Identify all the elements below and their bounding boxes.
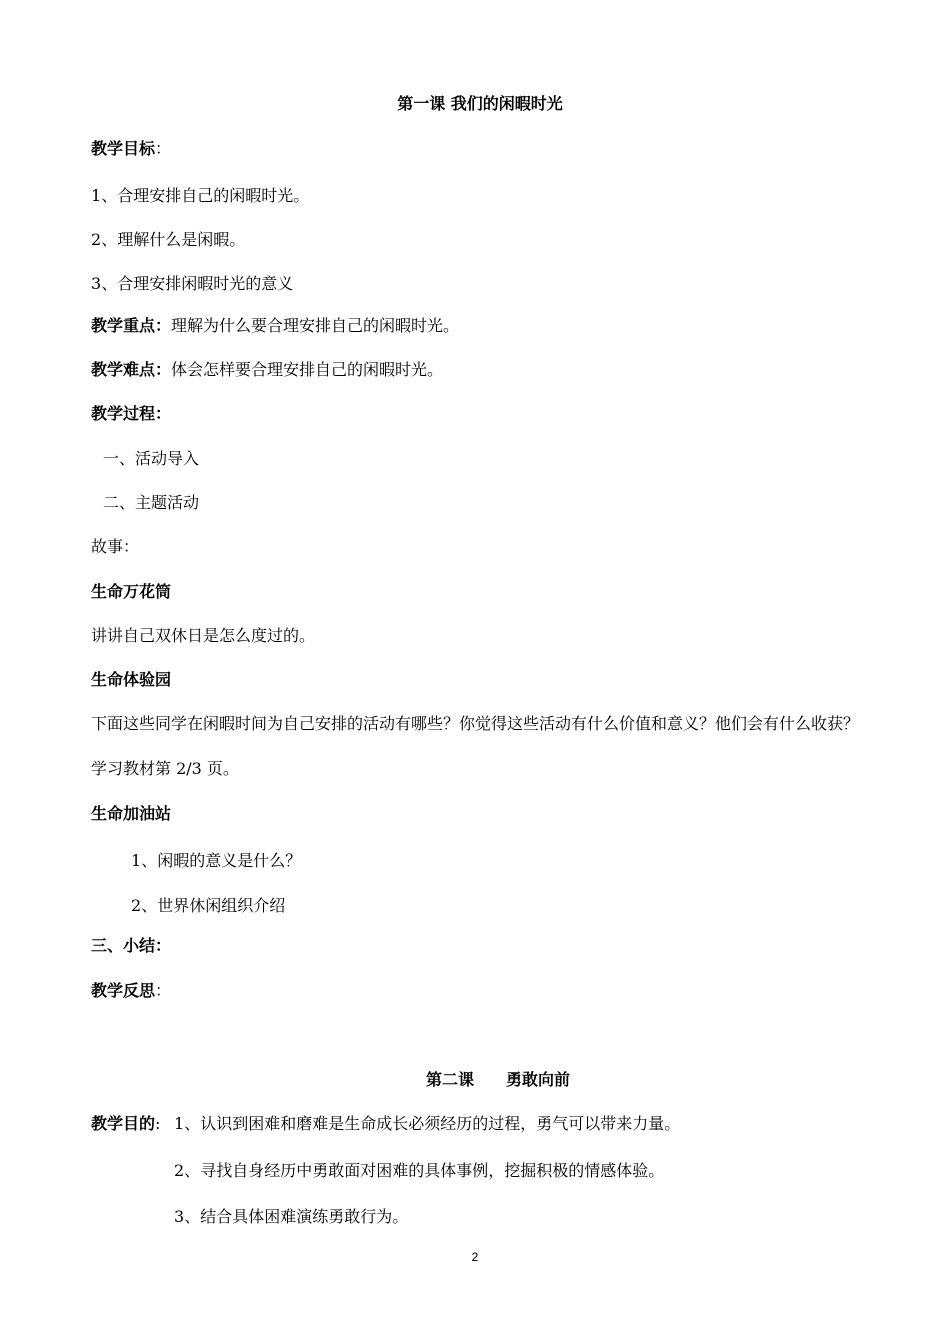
item-text: 、认识到困难和磨难是生命成长必须经历的过程，勇气可以带来力量。	[184, 1114, 681, 1133]
item-number: 1	[91, 186, 102, 205]
lesson1-step: 一、活动导入	[103, 449, 200, 468]
lesson1-key-point	[91, 316, 459, 336]
item-text: 、世界休闲组织介绍	[141, 896, 286, 915]
section-text: 讲讲自己双休日是怎么度过的。	[91, 626, 316, 645]
item-number: 3	[174, 1207, 185, 1226]
item-text: 、合理安排自己的闲暇时光。	[101, 186, 310, 205]
item-number: 2	[174, 1161, 185, 1180]
objectives-label: 教学目的	[91, 1114, 156, 1133]
section-title-kaleidoscope: 生命万花筒	[91, 582, 172, 601]
difficulty-text: 体会怎样要合理安排自己的闲暇时光。	[171, 360, 444, 379]
section-text: 下面这些同学在闲暇时间为自己安排的活动有哪些？你觉得这些活动有什么价值和意义？他们会有什么收获？	[91, 714, 860, 733]
item-number: 2	[131, 896, 142, 915]
key-point-label: 教学重点：	[91, 316, 172, 335]
objectives-colon: :	[155, 1114, 161, 1133]
lesson2-objective-item	[174, 1207, 408, 1227]
study-prefix: 学习教材第	[91, 759, 177, 778]
lesson1-step: 二、主题活动	[103, 493, 200, 512]
item-text: 、结合具体困难演练勇敢行为。	[184, 1207, 409, 1226]
lesson1-summary-label: 三、小结：	[91, 936, 172, 955]
study-pages-line	[91, 759, 239, 779]
lesson1-objective-item	[91, 186, 309, 206]
section-title-experience: 生命体验园	[91, 670, 172, 689]
lesson1-story-label: 故事：	[91, 537, 140, 556]
reflection-label: 教学反思	[91, 981, 156, 1000]
item-text: 、理解什么是闲暇。	[101, 230, 246, 249]
lesson1-difficulty	[91, 360, 443, 380]
item-text: 、合理安排闲暇时光的意义	[101, 274, 294, 293]
item-number: 3	[91, 274, 102, 293]
section3-item	[131, 851, 301, 871]
lesson2-objective-item	[174, 1161, 664, 1181]
objectives-colon: ：	[155, 139, 172, 158]
item-text: 、寻找自身经历中勇敢面对困难的具体事例，挖掘积极的情感体验。	[184, 1161, 665, 1180]
key-point-text: 理解为什么要合理安排自己的闲暇时光。	[171, 316, 460, 335]
lesson1-process-label: 教学过程：	[91, 404, 172, 423]
lesson2-objectives-heading	[91, 1114, 160, 1134]
item-number: 2	[91, 230, 102, 249]
study-pages: 2/3	[176, 759, 202, 778]
item-number: 1	[131, 851, 142, 870]
section3-item	[131, 896, 285, 916]
lesson1-objectives-heading	[91, 139, 171, 159]
lesson1-objective-item	[91, 230, 245, 250]
lesson1-reflection	[91, 981, 171, 1001]
lesson2-objective-item	[174, 1114, 680, 1134]
item-number: 1	[174, 1114, 185, 1133]
lesson1-objective-item	[91, 274, 293, 294]
reflection-colon: ：	[155, 981, 172, 1000]
lesson1-title: 第一课 我们的闲暇时光	[397, 94, 563, 113]
item-text: 、闲暇的意义是什么？	[141, 851, 302, 870]
section-title-refuel: 生命加油站	[91, 804, 172, 823]
difficulty-label: 教学难点：	[91, 360, 172, 379]
lesson2-title: 第二课 勇敢向前	[426, 1070, 571, 1089]
objectives-label: 教学目标	[91, 139, 156, 158]
study-suffix: 页。	[201, 759, 239, 778]
page-number: 2	[471, 1250, 479, 1264]
